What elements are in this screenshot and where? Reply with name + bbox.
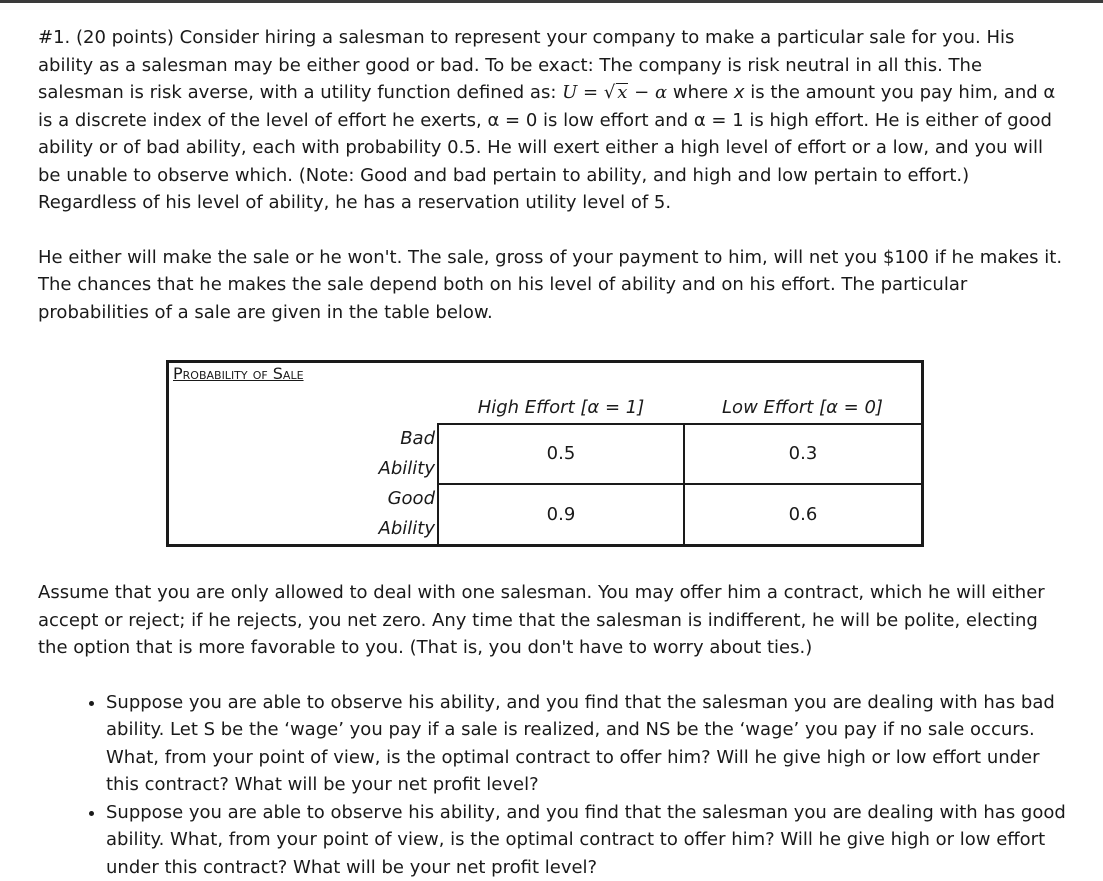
col-header-high-effort: High Effort [α = 1]	[438, 393, 684, 424]
problem-number: #1. (20 points)	[38, 27, 174, 48]
cell-bad-low: 0.3	[684, 424, 923, 484]
cell-good-low: 0.6	[684, 484, 923, 546]
top-border	[0, 0, 1103, 3]
cell-bad-high: 0.5	[438, 424, 684, 484]
list-item: • Suppose you are able to observe his ability, and you find that the salesman you are dealing with has bad ability. Let S be the ‘wage’ you pay if a sale is realized, and NS be the ‘wage’ you pay if no sale occurs. What, from your point of view, is the optimal contract to offer him? Will he give high or low effort under this contract? What will be your net profit level?	[106, 689, 1068, 799]
contract-paragraph: Assume that you are only allowed to deal with one salesman. You may offer him a contract, which he will either accept or reject; if he rejects, you net zero. Any time that the salesman is indifferent, he will be polite, electing the option that is more favorable to you. (That is, you don't have to worry about ties.)	[38, 579, 1068, 662]
intro-text-a: Consider hiring a salesman to represent your company to make a particular sale for you. His ability as a salesman may be either good or bad. To be exact: The company is risk neutral in all this. The salesman is risk averse, with a utility function defined as:	[38, 27, 1014, 103]
radicand: x	[616, 83, 628, 102]
table-row	[168, 424, 923, 484]
problem-document	[38, 24, 1068, 881]
list-item: • Suppose you are able to observe his ability, and you find that the salesman you are dealing with has good ability. What, from your point of view, is the optimal contract to offer him? Will he give high or low effort under this contract? What will be your net profit level?	[106, 799, 1068, 881]
cell-good-high: 0.9	[438, 484, 684, 546]
table-title: Probability of Sale	[168, 362, 439, 394]
intro-paragraph: #1. (20 points) Consider hiring a salesman to represent your company to make a particular sale for you. His ability as a salesman may be either good or bad. To be exact: The company is risk neutral in all this. The salesman is risk averse, with a utility function defined as: U = √ x − α where x is the amount you pay him, and α is a discrete index of the level of effort he exerts, α = 0 is low effort and α = 1 is high effort. He is either of good ability or of bad ability, each with probability 0.5. He will exert either a high level of effort or a low, and you will be unable to observe which. (Note: Good and bad pertain to ability, and high and low pertain to effort.) Regardless of his level of ability, he has a reservation utility level of 5.	[38, 24, 1068, 217]
row-label-bad-ability: Bad Ability	[354, 424, 438, 484]
sale-paragraph: He either will make the sale or he won't. The sale, gross of your payment to him, will net you $100 if he makes it. The chances that he makes the sale depend both on his level of ability and on his effort. The particular probabilities of a sale are given in the table below.	[38, 244, 1068, 327]
utility-formula: U = √ x − α	[562, 82, 667, 103]
radical-sign: √	[604, 82, 615, 103]
col-header-low-effort: Low Effort [α = 0]	[684, 393, 923, 424]
table-row	[168, 484, 923, 546]
row-label-good-ability: Good Ability	[354, 484, 438, 546]
probability-table	[166, 360, 924, 547]
intro-text-b: is the amount you pay him, and α is a discrete index of the level of effort he exerts, α = 0 is low effort and α = 1 is high effort. He is either of good ability or of bad ability, each with probability 0.5. He will exert either a high level of effort or a low, and you will be unable to observe which. (Note: Good and bad pertain to ability, and high and low pertain to effort.) Regardless of his level of ability, he has a reservation utility level of 5.	[38, 82, 1055, 213]
question-list	[38, 689, 1068, 881]
